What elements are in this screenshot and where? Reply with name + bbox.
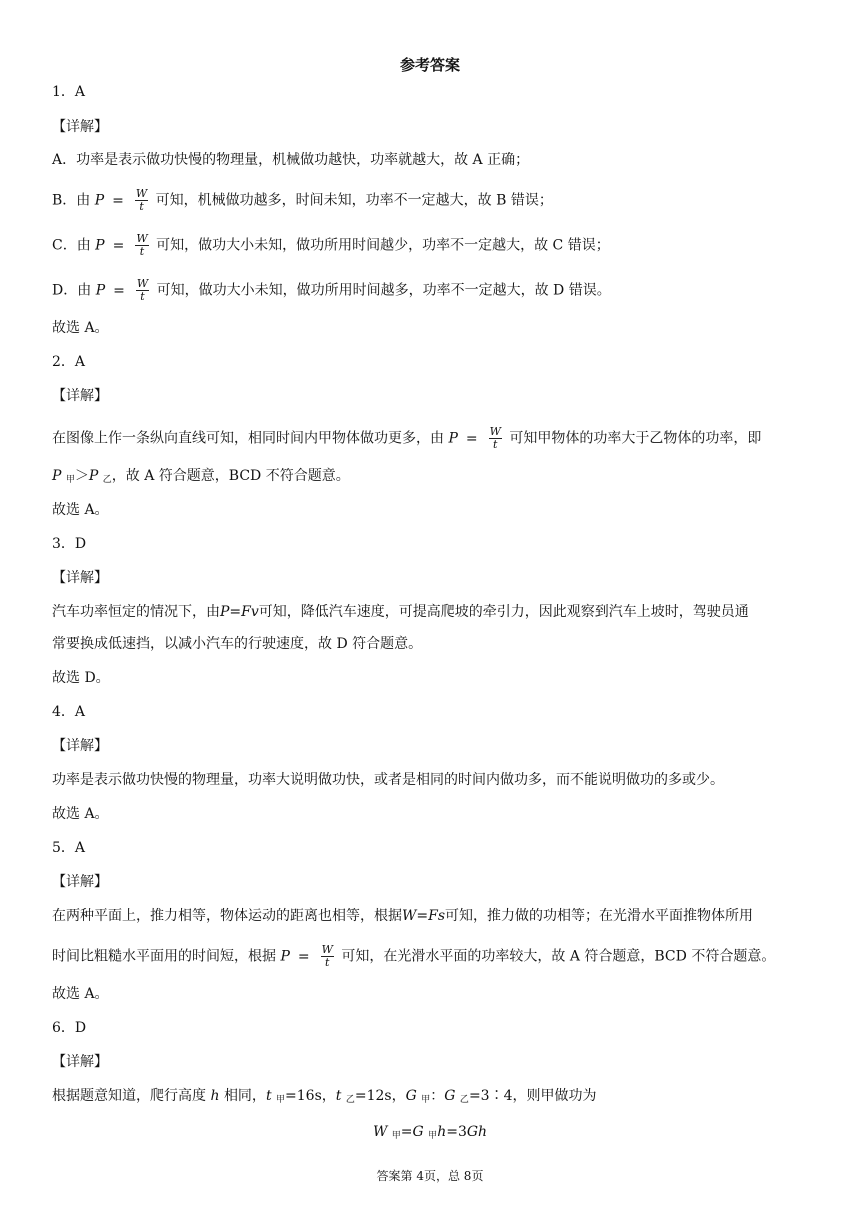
q5-answer: 5．A bbox=[52, 840, 86, 856]
q3-answer: 3．D bbox=[52, 536, 87, 552]
page-footer: 答案第 4页，总 8页 bbox=[376, 1169, 484, 1183]
q2-line-2 bbox=[52, 466, 812, 490]
formula-p: P bbox=[95, 237, 105, 254]
q2-line-1-suffix: 可知甲物体的功率大于乙物体的功率，即 bbox=[509, 430, 762, 447]
q3-line-2: 常要换成低速挡，以减小汽车的行驶速度，故 D 符合题意。 bbox=[52, 636, 423, 652]
q6-t-jia-sub: 甲 bbox=[276, 1095, 286, 1105]
q6-t-jia: t bbox=[265, 1088, 272, 1104]
formula-equals: = bbox=[112, 237, 125, 254]
formula-equals: = bbox=[297, 948, 310, 965]
q1-option-b-prefix: B．由 bbox=[52, 192, 91, 209]
formula-numerator: W bbox=[321, 943, 333, 956]
q6-g-yi-sub: 乙 bbox=[459, 1095, 469, 1105]
formula-equals: = bbox=[112, 192, 124, 209]
q1-option-a: A．功率是表示做功快慢的物理量，机械做功越快，功率就越大，故 A 正确； bbox=[52, 152, 530, 168]
q2-line-1 bbox=[52, 426, 812, 451]
formula-fraction bbox=[135, 188, 148, 213]
q2-p2: P bbox=[88, 468, 99, 484]
q6-line-1-b: 相同， bbox=[223, 1088, 266, 1104]
q2-p1: P bbox=[52, 468, 62, 484]
q3-formula: P=Fv bbox=[220, 604, 259, 620]
q6-t-yi-val: =12s， bbox=[354, 1088, 406, 1104]
q1-option-b bbox=[52, 188, 812, 213]
q3-line-1-suffix: 可知，降低汽车速度，可提高爬坡的牵引力，因此观察到汽车上坡时，驾驶员通 bbox=[258, 604, 749, 620]
q6-w-sub: 甲 bbox=[391, 1131, 401, 1141]
q5-line-2 bbox=[52, 944, 812, 969]
q2-choice: 故选 A。 bbox=[52, 502, 109, 518]
q3-line-1-prefix: 汽车功率恒定的情况下，由 bbox=[52, 604, 220, 620]
q6-w-gsub: 甲 bbox=[428, 1131, 438, 1141]
q6-g-colon: ： bbox=[430, 1088, 445, 1104]
q6-line-1-a: 根据题意知道，爬行高度 bbox=[52, 1088, 206, 1104]
formula-p: P bbox=[280, 948, 290, 965]
formula-fraction bbox=[321, 944, 334, 969]
formula-fraction bbox=[135, 233, 148, 258]
formula-numerator: W bbox=[136, 232, 148, 245]
q5-line-1-prefix: 在两种平面上，推力相等，物体运动的距离也相等，根据 bbox=[52, 908, 402, 924]
formula-equals: = bbox=[465, 430, 478, 447]
q6-t-jia-val: =16s， bbox=[285, 1088, 336, 1104]
page-title: 参考答案 bbox=[399, 56, 460, 74]
q2-sub2: 乙 bbox=[102, 475, 112, 485]
q5-detail-heading: 【详解】 bbox=[52, 874, 108, 890]
q1-option-d-prefix: D．由 bbox=[52, 282, 92, 299]
q5-choice: 故选 A。 bbox=[52, 986, 109, 1002]
formula-denominator: t bbox=[325, 956, 330, 969]
q3-choice: 故选 D。 bbox=[52, 670, 110, 686]
q3-detail-heading: 【详解】 bbox=[52, 570, 108, 586]
q5-line-1-suffix: 可知，推力做的功相等；在光滑水平面推物体所用 bbox=[445, 908, 754, 924]
q5-line-2-prefix: 时间比粗糙水平面用的时间短，根据 bbox=[52, 948, 276, 965]
q3-line-1 bbox=[52, 602, 812, 622]
q2-line-2-rest: ，故 A 符合题意，BCD 不符合题意。 bbox=[111, 468, 350, 484]
q6-work-equation bbox=[0, 1122, 860, 1146]
q6-w-gh: Gh bbox=[466, 1124, 488, 1140]
q1-option-c-prefix: C．由 bbox=[52, 237, 91, 254]
q6-h: h bbox=[210, 1088, 220, 1104]
formula-numerator: W bbox=[136, 277, 149, 290]
formula-denominator: t bbox=[139, 200, 144, 213]
formula-p: P bbox=[94, 192, 105, 209]
q6-g-jia-sub: 甲 bbox=[421, 1095, 431, 1105]
q5-line-2-suffix: 可知，在光滑水平面的功率较大，故 A 符合题意，BCD 不符合题意。 bbox=[341, 948, 776, 965]
q5-line-1 bbox=[52, 906, 812, 926]
q4-detail-heading: 【详解】 bbox=[52, 738, 108, 754]
q5-formula: W=Fs bbox=[402, 908, 446, 924]
q2-gt: ＞ bbox=[74, 468, 89, 484]
q6-w: W bbox=[372, 1124, 388, 1140]
formula-denominator: t bbox=[140, 290, 145, 303]
formula-p: P bbox=[448, 430, 458, 447]
q1-option-d bbox=[52, 278, 812, 303]
q4-choice: 故选 A。 bbox=[52, 806, 109, 822]
q1-option-c-suffix: 可知，做功大小未知，做功所用时间越少，功率不一定越大，故 C 错误； bbox=[156, 237, 610, 254]
formula-fraction bbox=[136, 278, 149, 303]
q6-detail-heading: 【详解】 bbox=[52, 1054, 108, 1070]
q4-line-1: 功率是表示做功快慢的物理量，功率大说明做功快，或者是相同的时间内做功多，而不能说明做功的多或少。 bbox=[52, 772, 724, 788]
q6-g-ratio: =3∶4，则甲做功为 bbox=[468, 1088, 597, 1104]
q2-line-1-prefix: 在图像上作一条纵向直线可知，相同时间内甲物体做功更多，由 bbox=[52, 430, 444, 447]
formula-p: P bbox=[95, 282, 106, 299]
formula-numerator: W bbox=[135, 187, 148, 200]
q2-sub1: 甲 bbox=[65, 475, 75, 485]
q6-answer: 6．D bbox=[52, 1020, 87, 1036]
q1-detail-heading: 【详解】 bbox=[52, 119, 108, 135]
q6-t-yi: t bbox=[335, 1088, 342, 1104]
q1-option-b-suffix: 可知，机械做功越多，时间未知，功率不一定越大，故 B 错误； bbox=[155, 192, 553, 209]
q2-answer: 2．A bbox=[52, 354, 86, 370]
q6-line-1 bbox=[52, 1086, 812, 1110]
q6-t-yi-sub: 乙 bbox=[345, 1095, 355, 1105]
q6-w-g: G bbox=[412, 1124, 424, 1140]
q4-answer: 4．A bbox=[52, 704, 86, 720]
q1-option-c bbox=[52, 233, 812, 258]
formula-numerator: W bbox=[489, 425, 501, 438]
formula-equals: = bbox=[113, 282, 125, 299]
q6-g-yi: G bbox=[444, 1088, 456, 1104]
q1-choice: 故选 A。 bbox=[52, 320, 109, 336]
q6-g-jia: G bbox=[405, 1088, 417, 1104]
q6-w-rest: =3 bbox=[446, 1124, 467, 1140]
q1-option-d-suffix: 可知，做功大小未知，做功所用时间越多，功率不一定越大，故 D 错误。 bbox=[156, 282, 611, 299]
formula-denominator: t bbox=[493, 438, 498, 451]
q6-w-h: h bbox=[437, 1124, 447, 1140]
formula-denominator: t bbox=[139, 245, 145, 258]
q2-detail-heading: 【详解】 bbox=[52, 388, 108, 404]
q6-w-eq: = bbox=[400, 1124, 413, 1140]
q1-answer: 1．A bbox=[52, 84, 86, 100]
formula-fraction bbox=[489, 426, 502, 451]
